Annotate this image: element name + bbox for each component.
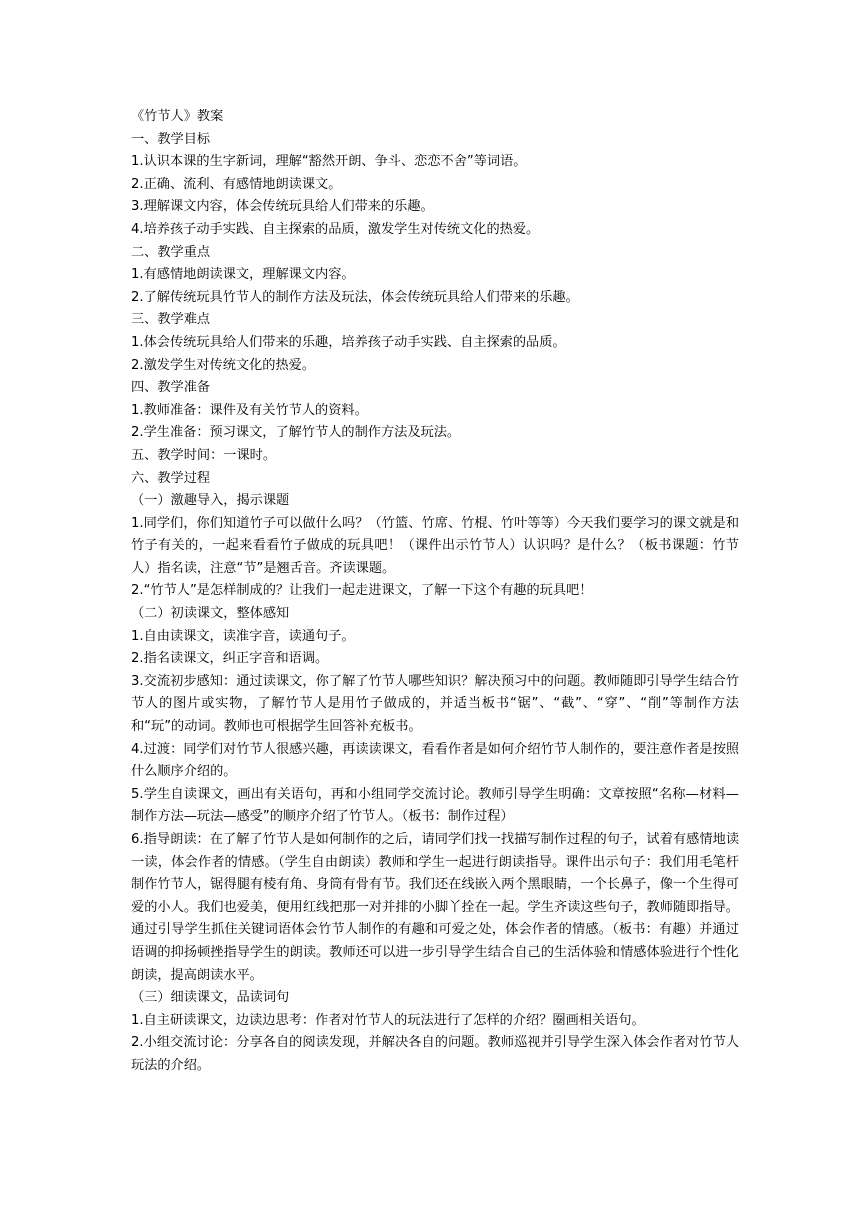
process-paragraph: 1.自主研读课文，边读边思考：作者对竹节人的玩法进行了怎样的介绍？圈画相关语句。 xyxy=(131,1012,645,1028)
process-paragraph: 3.交流初步感知：通过读课文，你了解了竹节人哪些知识？解决预习中的问题。教师随即引导学生结合竹节人的图片或实物，了解竹节人是用竹子做成的，并适当板书“锯”、“截”、“穿”、“削”等制作方法和“玩”的动词。教师也可根据学生回答补充板书。 xyxy=(131,673,739,735)
key-point-item: 1.有感情地朗读课文，理解课文内容。 xyxy=(131,267,355,283)
section-heading-process: 六、教学过程 xyxy=(131,470,211,486)
section-heading-key-points: 二、教学重点 xyxy=(131,244,211,260)
subsection-heading: （三）细读课文，品读词句 xyxy=(131,990,290,1006)
objective-item: 3.理解课文内容，体会传统玩具给人们带来的乐趣。 xyxy=(131,199,434,215)
subsection-heading: （一）激趣导入，揭示课题 xyxy=(131,493,290,509)
preparation-item: 1.教师准备：课件及有关竹节人的资料。 xyxy=(131,402,368,418)
process-paragraph: 5.学生自读课文，画出有关语句，再和小组同学交流讨论。教师引导学生明确：文章按照“名称—材料—制作方法—玩法—感受”的顺序介绍了竹节人。（板书：制作过程） xyxy=(131,786,739,825)
difficulty-item: 2.激发学生对传统文化的热爱。 xyxy=(131,357,316,373)
section-heading-time: 五、教学时间：一课时。 xyxy=(131,447,277,463)
process-paragraph: 1.同学们，你们知道竹子可以做什么吗？（竹篮、竹席、竹棍、竹叶等等）今天我们要学习的课文就是和竹子有关的，一起来看看竹子做成的玩具吧！（课件出示竹节人）认识吗？是什么？（板书课题：竹节人）指名读，注意“节”是翘舌音。齐读课题。 xyxy=(131,515,739,576)
subsection-heading: （二）初读课文，整体感知 xyxy=(131,606,290,622)
process-paragraph: 2.“竹节人”是怎样制成的？让我们一起走进课文，了解一下这个有趣的玩具吧！ xyxy=(131,583,593,599)
objective-item: 1.认识本课的生字新词，理解“豁然开朗、争斗、恋恋不舍”等词语。 xyxy=(131,154,527,170)
process-paragraph: 4.过渡：同学们对竹节人很感兴趣，再读读课文，看看作者是如何介绍竹节人制作的，要注意作者是按照什么顺序介绍的。 xyxy=(131,741,739,780)
process-paragraph: 2.小组交流讨论：分享各自的阅读发现，并解决各自的问题。教师巡视并引导学生深入体会作者对竹节人玩法的介绍。 xyxy=(131,1035,739,1073)
process-paragraph: 6.指导朗读：在了解了竹节人是如何制作的之后，请同学们找一找描写制作过程的句子，试着有感情地读一读，体会作者的情感。（学生自由朗读）教师和学生一起进行朗读指导。课件出示句子：我们用毛笔杆制作竹节人，锯得腿有棱有角、身筒有骨有节。我们还在线嵌入两个黑眼睛，一个长鼻子，像一个生得可爱的小人。我们也爱美，便用红线把那一对并排的小脚丫拴在一起。学生齐读这些句子，教师随即指导。通过引导学生抓住关键词语体会竹节人制作的有趣和可爱之处，体会作者的情感。（板书：有趣）并通过语调的抑扬顿挫指导学生的朗读。教师还可以进一步引导学生结合自己的生活体验和情感体验进行个性化朗读，提高朗读水平。 xyxy=(131,832,739,983)
process-paragraph: 1.自由读课文，读准字音，读通句子。 xyxy=(131,628,355,644)
document-body xyxy=(131,106,739,1078)
section-heading-preparation: 四、教学准备 xyxy=(131,380,211,396)
difficulty-item: 1.体会传统玩具给人们带来的乐趣，培养孩子动手实践、自主探索的品质。 xyxy=(131,334,566,350)
section-heading-objectives: 一、教学目标 xyxy=(131,131,211,147)
objective-item: 2.正确、流利、有感情地朗读课文。 xyxy=(131,176,342,192)
key-point-item: 2.了解传统玩具竹节人的制作方法及玩法，体会传统玩具给人们带来的乐趣。 xyxy=(131,289,579,305)
section-heading-difficulties: 三、教学难点 xyxy=(131,312,211,328)
document-title: 《竹节人》教案 xyxy=(131,109,224,124)
preparation-item: 2.学生准备：预习课文，了解竹节人的制作方法及玩法。 xyxy=(131,425,461,441)
process-paragraph: 2.指名读课文，纠正字音和语调。 xyxy=(131,651,329,667)
objective-item: 4.培养孩子动手实践、自主探索的品质，激发学生对传统文化的热爱。 xyxy=(131,221,540,237)
